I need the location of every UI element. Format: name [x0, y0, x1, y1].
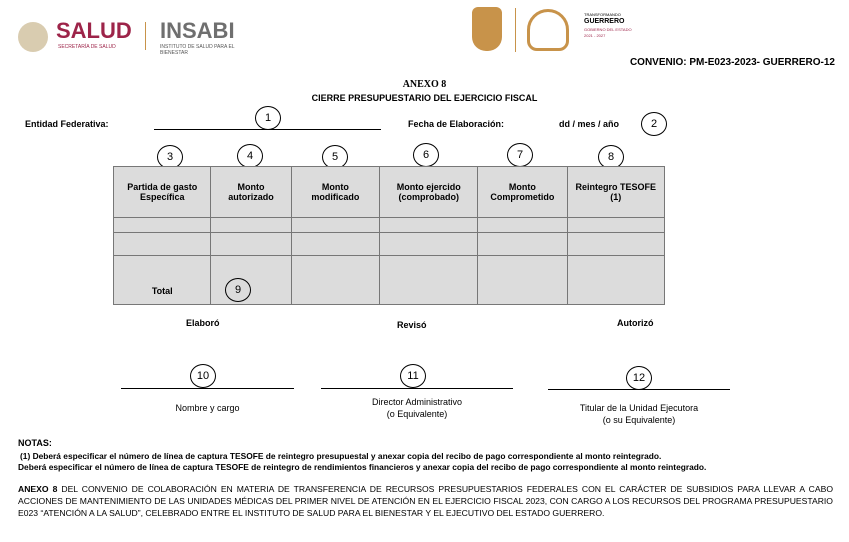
- insabi-logo: INSABI: [160, 18, 235, 43]
- marker-1: 1: [255, 106, 281, 130]
- marker-11: 11: [400, 364, 426, 388]
- budget-table: [113, 166, 665, 305]
- header-ejercido: Monto ejercido (comprobado): [380, 167, 478, 218]
- guerrero-top: TRANSFORMANDO: [584, 12, 621, 17]
- header-reintegro: Reintegro TESOFE (1): [567, 167, 664, 218]
- form-subtitle: CIERRE PRESUPUESTARIO DEL EJERCICIO FISCAL: [311, 93, 538, 103]
- autorizo-label: Autorizó: [617, 318, 654, 328]
- elaboro-label: Elaboró: [186, 318, 220, 328]
- autorizo-caption-2: (o su Equivalente): [602, 415, 676, 425]
- convenio-code: CONVENIO: PM-E023-2023- GUERRERO-12: [629, 57, 835, 68]
- entidad-label: Entidad Federativa:: [25, 119, 109, 129]
- elaboro-caption: Nombre y cargo: [175, 403, 240, 413]
- marker-5: 5: [322, 145, 348, 169]
- total-label: Total: [114, 256, 211, 305]
- salud-logo: SALUD: [56, 18, 132, 43]
- marker-9: 9: [225, 278, 251, 302]
- footer-text: [18, 483, 833, 519]
- mexico-seal-logo: [18, 22, 48, 52]
- table-total-row: [114, 256, 665, 305]
- note-2: Deberá especificar el número de línea de captura TESOFE de reintegro de rendimientos financieros y anexar copia del recibo de pago correspondiente al monto reintegrado.: [18, 462, 707, 472]
- footer-bold: ANEXO 8: [18, 484, 58, 494]
- table-row: [114, 218, 665, 233]
- marker-4: 4: [237, 144, 263, 168]
- guerrero-wordmark: GUERRERO: [584, 18, 625, 25]
- logo-divider: [145, 22, 146, 50]
- anexo-title: ANEXO 8: [402, 79, 447, 90]
- header-autorizado: Monto autorizado: [211, 167, 291, 218]
- guerrero-tree-logo: [527, 9, 569, 51]
- marker-6: 6: [413, 143, 439, 167]
- guerrero-sub: GOBIERNO DEL ESTADO: [584, 27, 632, 32]
- header-partida: Partida de gasto Específica: [114, 167, 211, 218]
- signature-line-elaboro[interactable]: [121, 388, 294, 389]
- notes-title: NOTAS:: [18, 438, 52, 448]
- footer-body: DEL CONVENIO DE COLABORACIÓN EN MATERIA DE TRANSFERENCIA DE RECURSOS PRESUPUESTARIOS FEDERALES CON EL CARÁCTER DE SUBSIDIOS PARA LLEVAR A CABO ACCIONES DE MANTENIMIENTO DE LAS UNIDADES MÉDICAS DEL PRIMER NIVEL DE ATENCIÓN EN EL EJERCICIO FISCAL 2023, CON CARGO A LOS RECURSOS DEL PROGRAMA PRESUPUESTARIO E023 “ATENCIÓN A LA SALUD”, CELEBRADO ENTRE EL INSTITUTO DE SALUD PARA EL BIENESTAR Y EL EJECUTIVO DEL ESTADO GUERRERO.: [18, 484, 833, 518]
- autorizo-caption-1: Titular de la Unidad Ejecutora: [579, 403, 699, 413]
- fecha-value[interactable]: dd / mes / año: [559, 119, 620, 129]
- logo-divider: [515, 8, 516, 52]
- header-modificado: Monto modificado: [291, 167, 380, 218]
- signature-line-autorizo[interactable]: [548, 389, 730, 390]
- guerrero-shield-logo: [472, 7, 502, 51]
- reviso-caption-1: Director Administrativo: [371, 397, 463, 407]
- marker-2: 2: [641, 112, 667, 136]
- marker-12: 12: [626, 366, 652, 390]
- table-header-row: [114, 167, 665, 218]
- reviso-label: Revisó: [397, 320, 427, 330]
- insabi-subtitle: INSTITUTO DE SALUD PARA EL BIENESTAR: [160, 44, 235, 56]
- reviso-caption-2: (o Equivalente): [386, 409, 448, 419]
- marker-3: 3: [157, 145, 183, 169]
- table-row: [114, 233, 665, 256]
- guerrero-years: 2021 - 2027: [584, 33, 606, 38]
- marker-7: 7: [507, 143, 533, 167]
- fecha-label: Fecha de Elaboración:: [408, 119, 505, 129]
- marker-10: 10: [190, 364, 216, 388]
- signature-line-reviso[interactable]: [321, 388, 513, 389]
- header-comprometido: Monto Comprometido: [478, 167, 567, 218]
- salud-subtitle: SECRETARÍA DE SALUD: [58, 44, 116, 50]
- note-1: (1) Deberá especificar el número de línea de captura TESOFE de reintegro presupuestal y anexar copia del recibo de pago correspondiente al monto reintegrado.: [20, 451, 662, 461]
- marker-8: 8: [598, 145, 624, 169]
